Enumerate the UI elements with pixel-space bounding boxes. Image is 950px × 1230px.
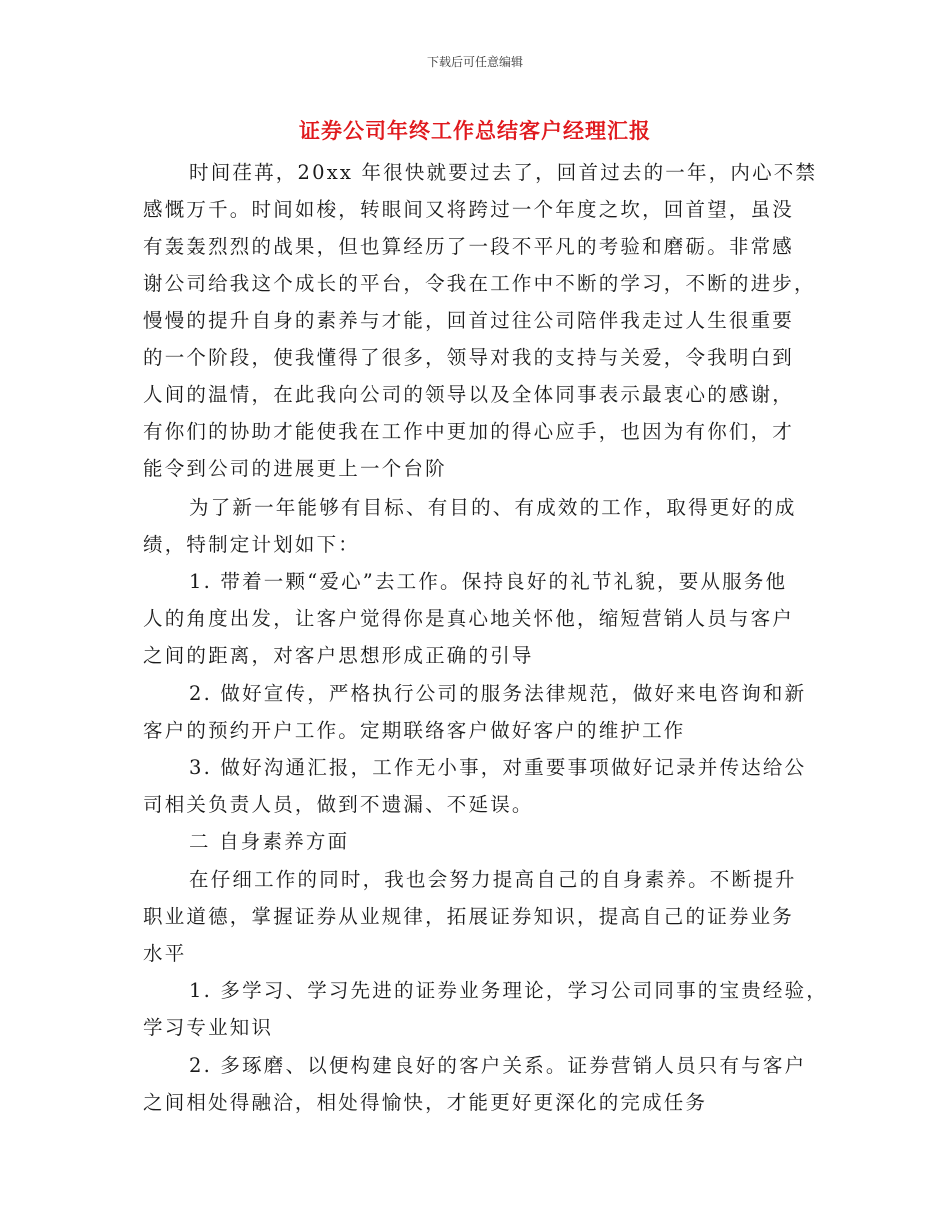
section-heading: 二 自身素养方面	[189, 830, 350, 853]
body-line: 职业道德，掌握证券从业规律，拓展证券知识，提高自己的证券业务	[143, 905, 795, 928]
body-line: 能令到公司的进展更上一个台阶	[143, 457, 447, 480]
body-line: 谢公司给我这个成长的平台，令我在工作中不断的学习，不断的进步，	[143, 272, 816, 295]
body-line: 时间荏苒，20xx 年很快就要过去了，回首过去的一年，内心不禁	[189, 161, 818, 184]
list-item-line: 2. 做好宣传，严格执行公司的服务法律规范，做好来电咨询和新	[189, 682, 807, 705]
body-line: 慢慢的提升自身的素养与才能，回首过往公司陪伴我走过人生很重要	[143, 309, 795, 332]
list-item-line: 之间相处得融洽，相处得愉快，才能更好更深化的完成任务	[143, 1091, 708, 1114]
document-title: 证券公司年终工作总结客户经理汇报	[299, 119, 651, 143]
list-item-line: 1. 多学习、学习先进的证券业务理论，学习公司同事的宝贵经验，	[189, 979, 829, 1002]
body-line: 感慨万千。时间如梭，转眼间又将跨过一个年度之坎，回首望，虽没	[143, 198, 795, 221]
body-line: 绩，特制定计划如下：	[143, 533, 361, 556]
body-line: 在仔细工作的同时，我也会努力提高自己的自身素养。不断提升	[189, 868, 797, 891]
body-line: 水平	[143, 942, 187, 965]
list-item-line: 客户的预约开户工作。定期联络客户做好客户的维护工作	[143, 719, 686, 742]
list-item-line: 1. 带着一颗“爱心”去工作。保持良好的礼节礼貌，要从服务他	[189, 570, 788, 593]
body-line: 的一个阶段，使我懂得了很多，领导对我的支持与关爱，令我明白到	[143, 346, 795, 369]
list-item-line: 司相关负责人员，做到不遗漏、不延误。	[143, 793, 534, 816]
list-item-line: 2. 多琢磨、以便构建良好的客户关系。证券营销人员只有与客户	[189, 1054, 807, 1077]
body-line: 有轰轰烈烈的战果，但也算经历了一段不平凡的考验和磨砺。非常感	[143, 235, 795, 258]
list-item-line: 学习专业知识	[143, 1016, 274, 1039]
list-item-line: 3. 做好沟通汇报，工作无小事，对重要事项做好记录并传达给公	[189, 756, 807, 779]
header-note: 下载后可任意编辑	[426, 55, 523, 69]
list-item-line: 人的角度出发，让客户觉得你是真心地关怀他，缩短营销人员与客户	[143, 607, 795, 630]
body-line: 人间的温情，在此我向公司的领导以及全体同事表示最衷心的感谢，	[143, 383, 795, 406]
list-item-line: 之间的距离，对客户思想形成正确的引导	[143, 644, 534, 667]
body-line: 有你们的协助才能使我在工作中更加的得心应手，也因为有你们，才	[143, 420, 795, 443]
body-line: 为了新一年能够有目标、有目的、有成效的工作，取得更好的成	[189, 496, 797, 519]
